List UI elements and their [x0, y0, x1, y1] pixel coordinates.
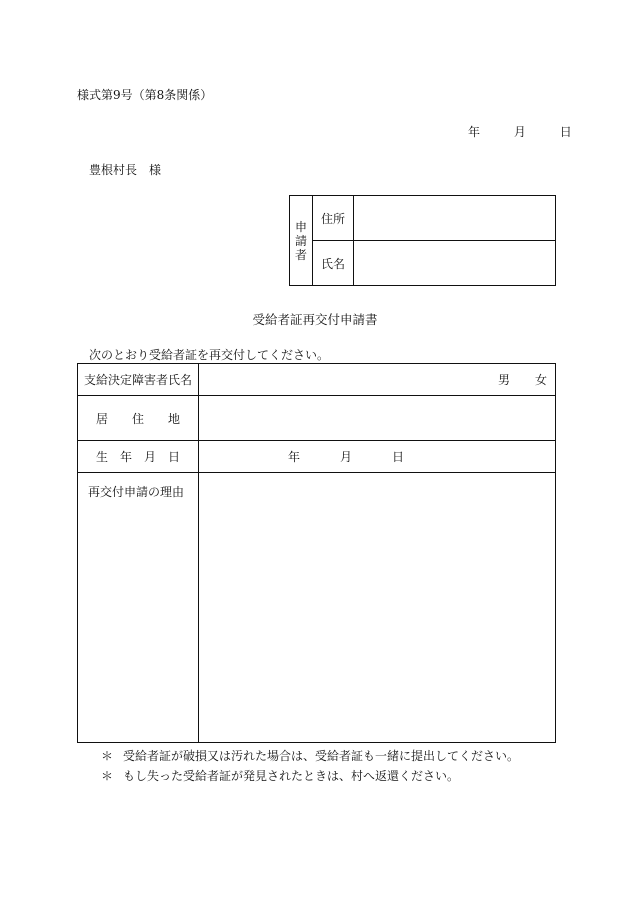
applicant-char: 者 [294, 247, 307, 262]
gender-options [473, 364, 547, 395]
year-unit: 年 [468, 125, 481, 139]
note-1 [101, 747, 519, 764]
applicant-name-row [313, 241, 555, 286]
note-text: 受給者証が破損又は汚れた場合は、受給者証も一緒に提出してください。 [123, 749, 520, 763]
note-2 [101, 767, 459, 784]
note-mark: ＊ [101, 749, 114, 763]
application-table [77, 363, 556, 743]
address-label: 住所 [313, 196, 354, 240]
month-unit: 月 [513, 125, 526, 139]
birthdate-field[interactable] [288, 441, 444, 472]
applicant-char: 請 [294, 233, 307, 248]
note-text: もし失った受給者証が発見されたときは、村へ返還ください。 [123, 769, 460, 783]
form-number: 様式第9号（第8条関係） [77, 88, 213, 102]
note-mark: ＊ [101, 769, 114, 783]
applicant-address-row [313, 196, 555, 241]
birth-day-unit: 日 [392, 450, 405, 464]
residence-label: 居 住 地 [78, 396, 199, 440]
birth-year-unit: 年 [288, 450, 301, 464]
recipient-name-label: 支給決定障害者氏名 [78, 364, 199, 395]
intro-text: 次のとおり受給者証を再交付してください。 [89, 348, 330, 362]
gender-male[interactable]: 男 [497, 373, 510, 387]
addressee: 豊根村長 様 [89, 163, 162, 177]
name-field[interactable] [354, 241, 555, 286]
applicant-char: 申 [294, 219, 307, 234]
recipient-name-row [78, 364, 555, 396]
applicant-box [289, 195, 556, 286]
gender-female[interactable]: 女 [534, 373, 547, 387]
day-unit: 日 [559, 125, 572, 139]
residence-field[interactable] [199, 396, 555, 440]
applicant-vertical-label [290, 196, 313, 285]
date-line [468, 123, 572, 140]
reason-label: 再交付申請の理由 [78, 473, 199, 743]
birthdate-row [78, 441, 555, 473]
birthdate-label: 生 年 月 日 [78, 441, 199, 472]
address-field[interactable] [354, 196, 555, 240]
reason-field[interactable] [199, 473, 555, 743]
reason-row [78, 473, 555, 743]
document-title: 受給者証再交付申請書 [252, 312, 378, 327]
name-label: 氏名 [313, 241, 354, 286]
residence-row [78, 396, 555, 441]
birth-month-unit: 月 [340, 450, 353, 464]
